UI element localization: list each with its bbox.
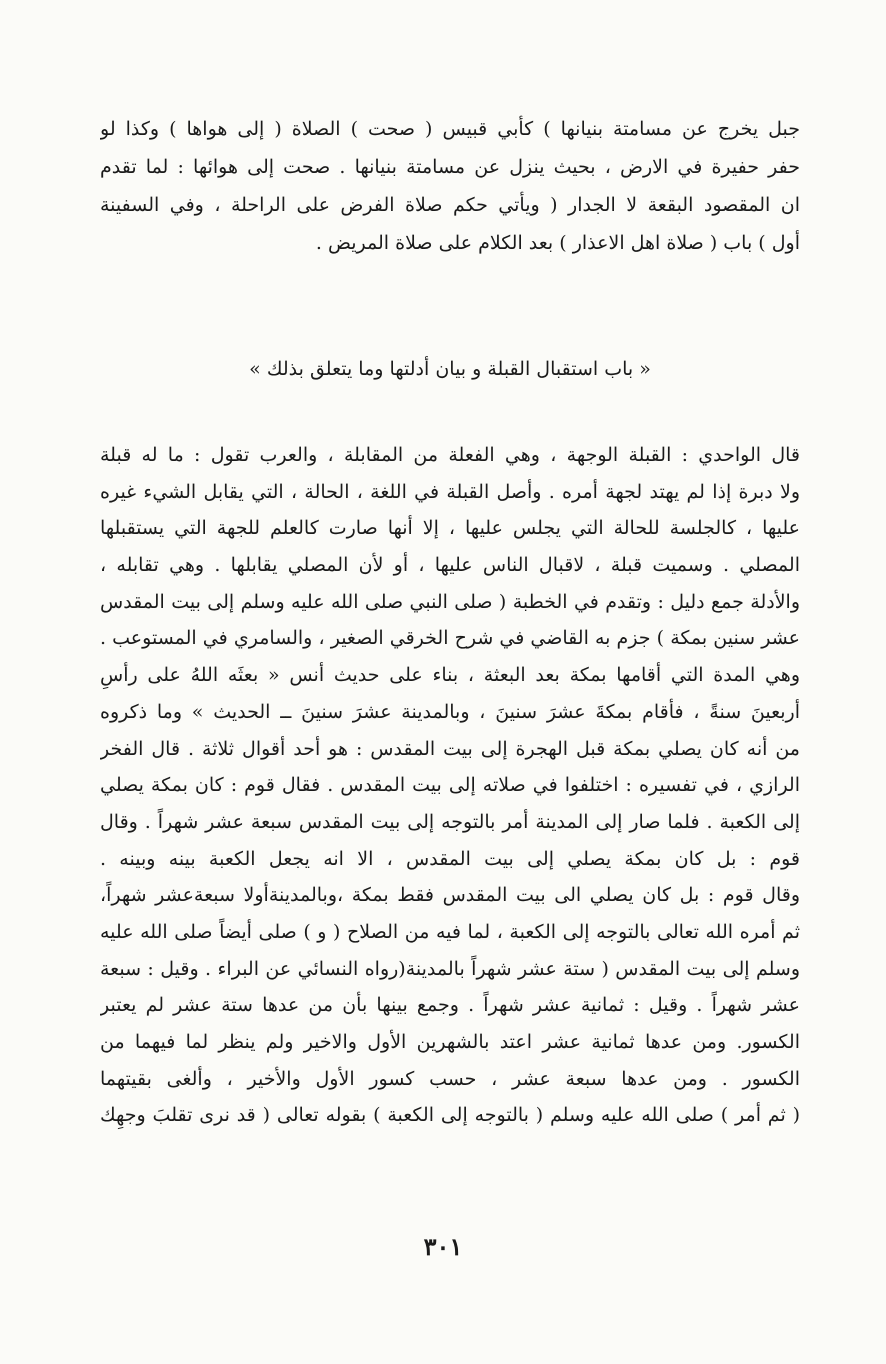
text-line: والأدلة جمع دليل : وتقدم في الخطبة ( صلى النبي صلى الله عليه وسلم إلى بيت المقدس: [100, 590, 800, 613]
text-line: المصلي . وسميت قبلة ، لاقبال الناس عليها ، أو لأن المصلي يقابلها . وهي تقابله ،: [100, 554, 800, 577]
text-line: الرازي ، في تفسيره : اختلفوا في صلاته إلى بيت المقدس . فقال قوم : كان بمكة يصلي: [100, 774, 800, 797]
text-line: جبل يخرج عن مسامتة بنيانها ) كأبي قبيس ( صحت ) الصلاة ( إلى هواها ) وكذا لو: [100, 118, 800, 140]
text-line: عشر شهراً . وقيل : ثمانية عشر شهراً . وجمع بينها بأن من عدها ستة عشر لم يعتبر: [100, 994, 800, 1017]
text-line: الكسور. ومن عدها ثمانية عشر اعتد بالشهرين الأول والاخير ولم ينظر لما فيهما من: [100, 1031, 800, 1053]
text-line: ولا دبرة إذا لم يهتد لجهة أمره . وأصل القبلة في اللغة ، الحالة ، التي يقابل الشيء غيره: [100, 480, 800, 503]
text-line: من أنه كان يصلي بمكة قبل الهجرة إلى بيت المقدس : هو أحد أقوال ثلاثة . قال الفخر: [100, 737, 800, 760]
text-line: الكسور . ومن عدها سبعة عشر ، حسب كسور الأول والأخير ، وألغى بقيتهما: [100, 1067, 800, 1090]
text-line: أربعينَ سنةً ، فأقام بمكةَ عشرَ سنينَ ، وبالمدينة عشرَ سنينَ ــ الحديث » وما ذكروه: [100, 700, 800, 723]
text-line: إلى الكعبة . فلما صار إلى المدينة أمر بالتوجه إلى بيت المقدس سبعة عشر شهراً . وقال: [100, 810, 800, 833]
text-line: وهي المدة التي أقامها بمكة بعد البعثة ، بناء على حديث أنس « بعثَه اللهُ على رأسِ: [100, 664, 800, 687]
text-line: قال الواحدي : القبلة الوجهة ، وهي الفعلة من المقابلة ، والعرب تقول : ما له قبلة: [100, 444, 800, 466]
text-line: ان المقصود البقعة لا الجدار ( ويأتي حكم صلاة الفرض على الراحلة ، وفي السفينة: [100, 194, 800, 216]
text-line: وسلم إلى بيت المقدس ( ستة عشر شهراً بالمدينة(رواه النسائي عن البراء . وقيل : سبعة: [100, 957, 800, 980]
text-line: قوم : بل كان بمكة يصلي إلى بيت المقدس ، الا انه يجعل الكعبة بينه وبينه .: [100, 847, 800, 870]
text-line: عليها ، كالجلسة للحالة التي يجلس عليها ، إلا أنها صارت كالعلم للجهة التي يستقبلها: [100, 517, 800, 540]
chapter-heading: « باب استقبال القبلة و بيان أدلتها وما يتعلق بذلك »: [249, 358, 651, 380]
text-line: حفر حفيرة في الارض ، بحيث ينزل عن مسامتة بنيانها . صحت إلى هوائها : لما تقدم: [100, 156, 800, 178]
text-line: أول ) باب ( صلاة اهل الاعذار ) بعد الكلام على صلاة المريض .: [315, 232, 800, 254]
top-paragraph: [100, 110, 800, 262]
page-number: ٣٠١: [423, 1232, 463, 1261]
text-line: عشر سنين بمكة ) جزم به القاضي في شرح الخرقي الصغير ، والسامري في المستوعب .: [100, 627, 800, 650]
text-line: ثم أمره الله تعالى بالتوجه إلى الكعبة ، لما فيه من الصلاح ( و ) صلى أيضاً صلى الله عليه: [100, 920, 800, 943]
main-paragraph: [100, 437, 800, 1134]
text-line: وقال قوم : بل كان يصلي الى بيت المقدس فقط بمكة ،وبالمدينةأولا سبعةعشر شهراً،: [100, 884, 800, 907]
text-line: ( ثم أمر ) صلى الله عليه وسلم ( بالتوجه إلى الكعبة ) بقوله تعالى ( قد نرى تقلبَ وجهِك: [100, 1104, 800, 1127]
